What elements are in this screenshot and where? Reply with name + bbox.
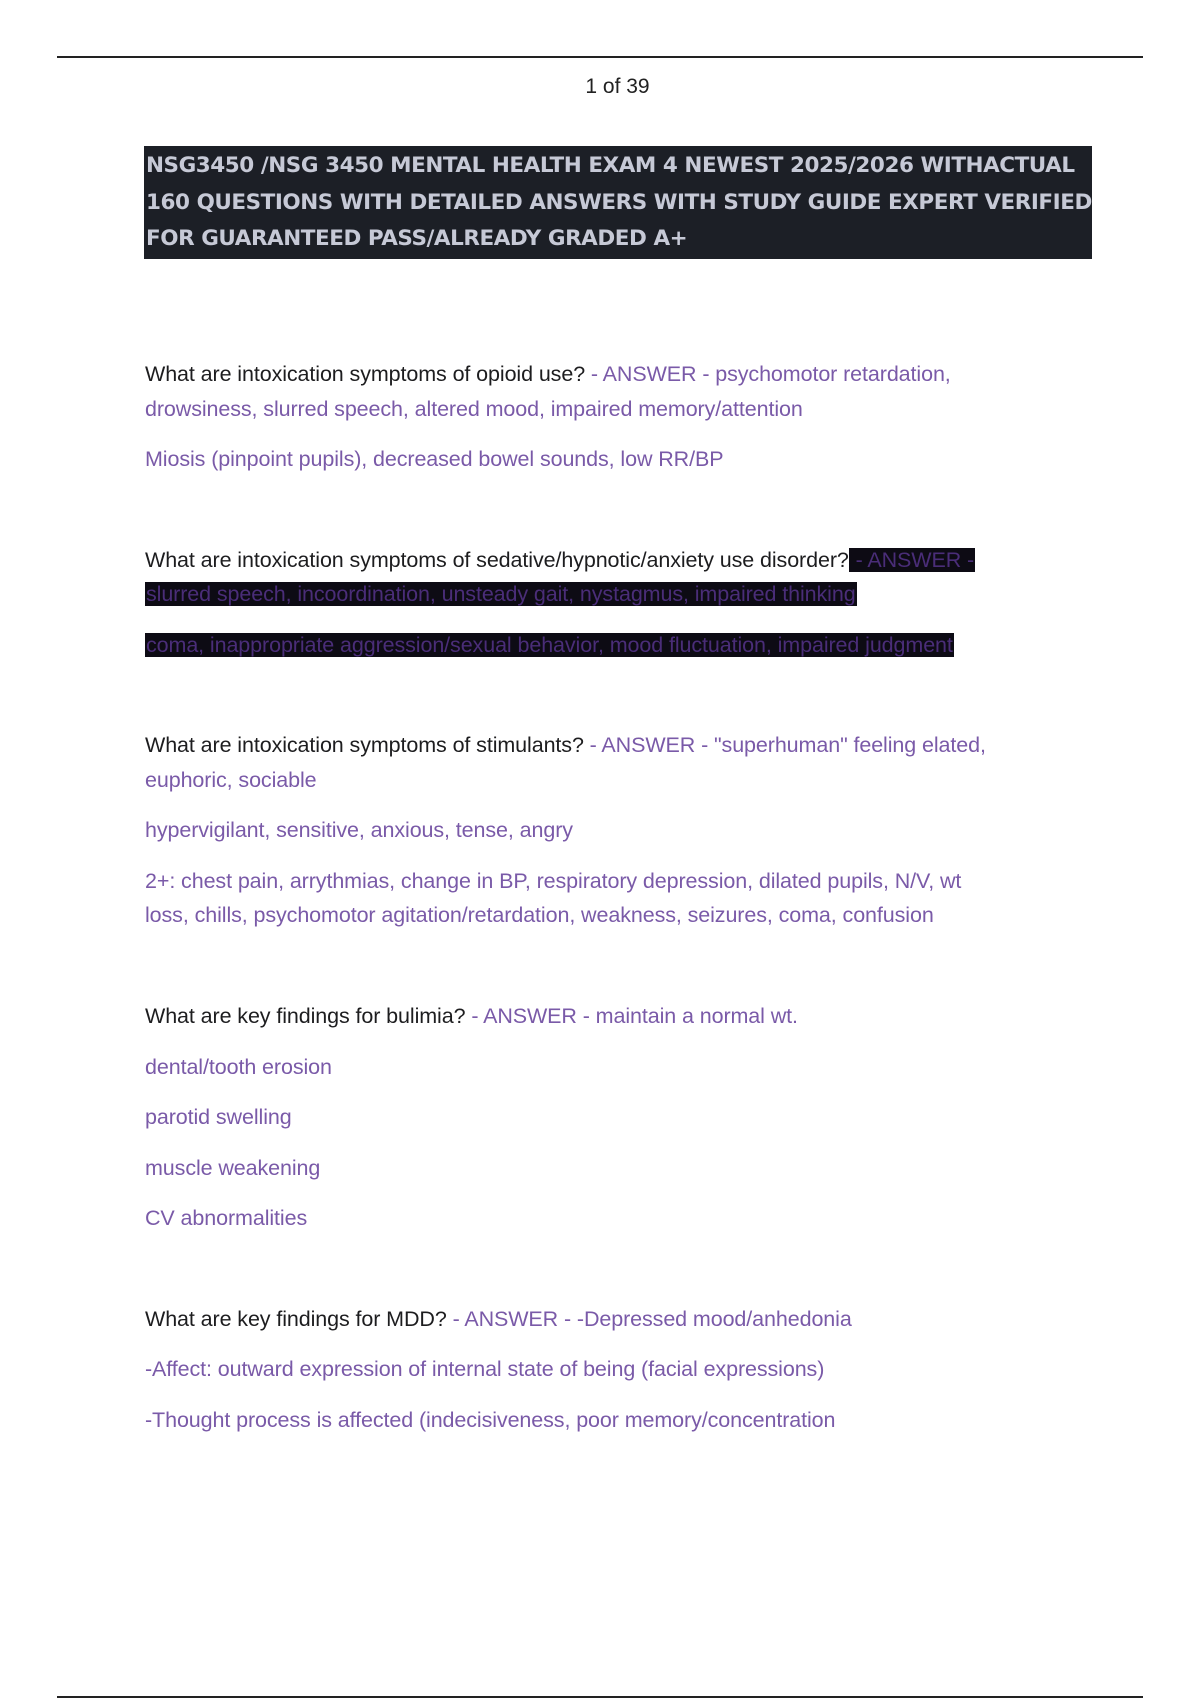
title-line: 160 QUESTIONS WITH DETAILED ANSWERS WITH STUDY GUIDE EXPERT VERIFIED	[146, 189, 1092, 215]
answer-line: euphoric, sociable	[145, 768, 317, 792]
answer-prefix: - ANSWER -	[465, 1004, 596, 1028]
answer-line: drowsiness, slurred speech, altered mood, impaired memory/attention	[145, 397, 803, 421]
answer-text: coma, inappropriate aggression/sexual behavior, mood fluctuation, impaired judgment	[146, 633, 953, 657]
answer-text: psychomotor retardation,	[715, 362, 951, 386]
answer-text: "superhuman" feeling elated,	[714, 733, 986, 757]
question-text: What are key findings for bulimia?	[145, 1004, 466, 1028]
document-title	[144, 146, 1092, 259]
answer-prefix: - ANSWER -	[446, 1307, 577, 1331]
question-text: What are intoxication symptoms of sedative/hypnotic/anxiety use disorder?	[145, 548, 849, 572]
answer-text: slurred speech, incoordination, unsteady gait, nystagmus, impaired thinking	[146, 582, 856, 606]
answer-text: maintain a normal wt.	[595, 1004, 798, 1028]
qa-item-mdd-question-line	[145, 1304, 852, 1334]
answer-line: hypervigilant, sensitive, anxious, tense, angry	[145, 818, 573, 842]
title-line: FOR GUARANTEED PASS/ALREADY GRADED A+	[146, 226, 688, 251]
answer-prefix: - ANSWER -	[849, 548, 975, 572]
top-rule	[57, 56, 1143, 58]
qa-item-bulimia-question-line	[145, 1001, 798, 1031]
page-number: 1 of 39	[585, 75, 650, 98]
answer-line: loss, chills, psychomotor agitation/retardation, weakness, seizures, coma, confusion	[145, 903, 934, 927]
answer-line	[145, 630, 954, 660]
answer-prefix: - ANSWER -	[583, 733, 715, 757]
question-text: What are intoxication symptoms of opioid use?	[145, 362, 586, 386]
answer-line: muscle weakening	[145, 1156, 321, 1180]
qa-item-opioid-question-line	[145, 359, 951, 389]
question-text: What are intoxication symptoms of stimulants?	[145, 733, 584, 757]
answer-line	[145, 579, 857, 609]
answer-line: -Thought process is affected (indecisiveness, poor memory/concentration	[145, 1408, 836, 1432]
qa-item-stimulants-question-line	[145, 730, 986, 760]
qa-item-sedative-question-line	[145, 545, 975, 575]
title-line: NSG3450 /NSG 3450 MENTAL HEALTH EXAM 4 NEWEST 2025/2026 WITHACTUAL	[146, 153, 1075, 178]
answer-line: 2+: chest pain, arrythmias, change in BP, respiratory depression, dilated pupils, N/V, wt	[145, 869, 962, 893]
answer-prefix: - ANSWER -	[585, 362, 716, 386]
bottom-rule	[57, 1696, 1143, 1698]
answer-line: Miosis (pinpoint pupils), decreased bowel sounds, low RR/BP	[145, 447, 724, 471]
answer-text: -Depressed mood/anhedonia	[576, 1307, 852, 1331]
question-text: What are key findings for MDD?	[145, 1307, 447, 1331]
answer-line: -Affect: outward expression of internal state of being (facial expressions)	[145, 1357, 825, 1381]
answer-line: CV abnormalities	[145, 1206, 308, 1230]
answer-line: dental/tooth erosion	[145, 1055, 332, 1079]
answer-line: parotid swelling	[145, 1105, 292, 1129]
